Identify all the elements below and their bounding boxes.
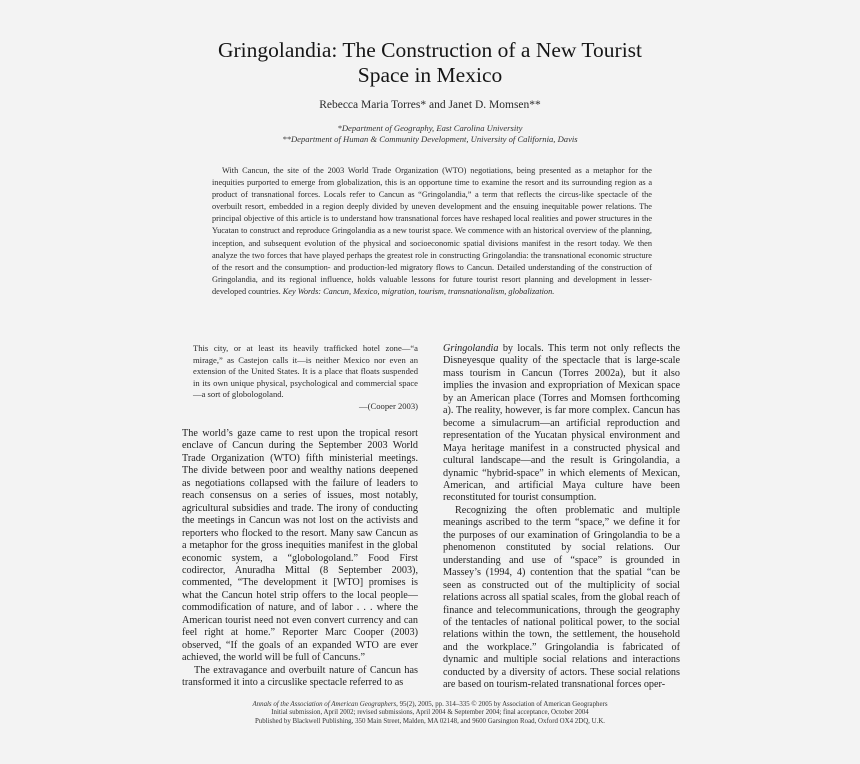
citation-rest: , 95(2), 2005, pp. 314–335 © 2005 by Association of American Geographers [396,701,608,708]
body-column-left [182,428,418,690]
affiliation-2: **Department of Human & Community Development, University of California, Davis [282,134,578,144]
abstract-body: With Cancun, the site of the 2003 World Trade Organization (WTO) negotiations, being presented as a metaphor for the inequities purported to emerge from globalization, this is an opportune time to examine the resort and its surrounding region as a product of transnational forces. Locals refer to Cancun as “Gringolandia,” a term that reflects the circus-like spectacle of the overbuilt resort, embedded in a region deeply divided by uneven development and the ensuing inequitable power relations. The principal objective of this article is to understand how transnational forces have reshaped local realities and power structures in the Yucatan to construct and reproduce Gringolandia as a new tourist space. We commence with an historical overview of the planning, inception, and subsequent evolution of the physical and socioeconomic spatial divisions manifest in the resort today. We then analyze the two forces that have played perhaps the greatest role in constructing Gringolandia: the transnational economic structure of the resort and the consumption- and production-led migratory flows to Cancun. Detailed understanding of the construction of Gringolandia, and its regional influence, holds valuable lessons for future tourist resort planning and development in lesser-developed countries. [212,166,652,296]
footer-submission-dates: Initial submission, April 2002; revised submissions, April 2004 & September 2004; final acceptance, October 2004 [271,709,589,717]
page-footer [190,701,670,726]
italic-term: Gringolandia [443,343,499,354]
title-line-1: Gringolandia: The Construction of a New Tourist [217,38,643,62]
epigraph [193,343,418,413]
journal-name: Annals of the Association of American Geographers [252,701,397,708]
affiliations [150,123,710,145]
title-line-2: Space in Mexico [357,63,503,87]
paragraph-text: by locals. This term not only reflects the Disneyesque quality of the spectacle that is large-scale mass tourism in Cancun (Torres 2002a), but it also implies the invasion and expropriation of Mexican space by an American place (Torres and Momsen forthcoming a). The reality, however, is far more complex. Cancun has become a simulacrum—an artificial reproduction and representation of the Yucatan physical environment and Maya heritage manifest in a constructed physical and cultural landscape—and the result is Gringolandia, a dynamic “hybrid-space” in which elements of Mexican, American, and artificial Maya culture have been reconstituted for tourist consumption. [443,343,680,504]
body-paragraph: The extravagance and overbuilt nature of Cancun has transformed it into a circuslike spectacle referred to as [182,664,418,689]
body-paragraph: Recognizing the often problematic and multiple meanings ascribed to the term “space,” we define it for the purposes of our examination of Gringolandia to be a phenomenon constituted by social relations. Our understanding and use of “space” is grounded in Massey’s (1994, 4) contention that the spatial “can be seen as constructed out of the multiplicity of social relations across all spatial scales, from the global reach of finance and telecommunications, through the geography of the tentacles of national political power, to the social relations within the town, the settlement, the household and the workplace.” Gringolandia is fabricated of dynamic and multiple social relations and interactions conducted by a diversity of actors. These social relations are based on tourism-related transnational forces oper- [443,504,680,691]
abstract [212,165,652,298]
epigraph-text: This city, or at least its heavily trafficked hotel zone—“a mirage,” as Castejon calls it—is neither Mexico nor even an extension of the United States. It is a place that floats suspended in its own unique physical, psychological and commercial space—a sort of globologoland. [193,343,418,400]
body-column-right [443,343,680,692]
paper-title [150,38,710,88]
epigraph-attribution: —(Cooper 2003) [359,400,418,411]
abstract-keywords: Key Words: Cancun, Mexico, migration, tourism, transnationalism, globalization. [282,286,555,296]
body-paragraph: The world’s gaze came to rest upon the tropical resort enclave of Cancun during the September 2003 World Trade Organization (WTO) fifth ministerial meetings. The divide between poor and wealthy nations deepened as negotiations collapsed with the failure of leaders to reach consensus on a series of issues, most notably, agricultural subsidies and trade. The irony of conducting the meetings in Cancun was not lost on the activists and reporters who flocked to the resort. Many saw Cancun as a metaphor for the gross inequities manifest in the global economic system, a “globologoland.” Food First codirector, Anuradha Mittal (8 September 2003), commented, “The development it [WTO] promises is what the Cancun hotel strip offers to the local people—commodification of nature, and of labor . . . where the American tourist need not even convert currency and can feel right at home.” Reporter Marc Cooper (2003) observed, “If the goals of an expanded WTO are ever achieved, the world will be full of Cancuns.” [182,428,418,664]
footer-publisher: Published by Blackwell Publishing, 350 Main Street, Malden, MA 02148, and 9600 Garsington Road, Oxford OX4 2DQ, U.K. [254,717,606,725]
body-paragraph [443,343,680,505]
author-list: Rebecca Maria Torres* and Janet D. Momsen** [319,99,541,111]
footer-citation [190,701,670,709]
affiliation-1: *Department of Geography, East Carolina University [337,123,523,133]
